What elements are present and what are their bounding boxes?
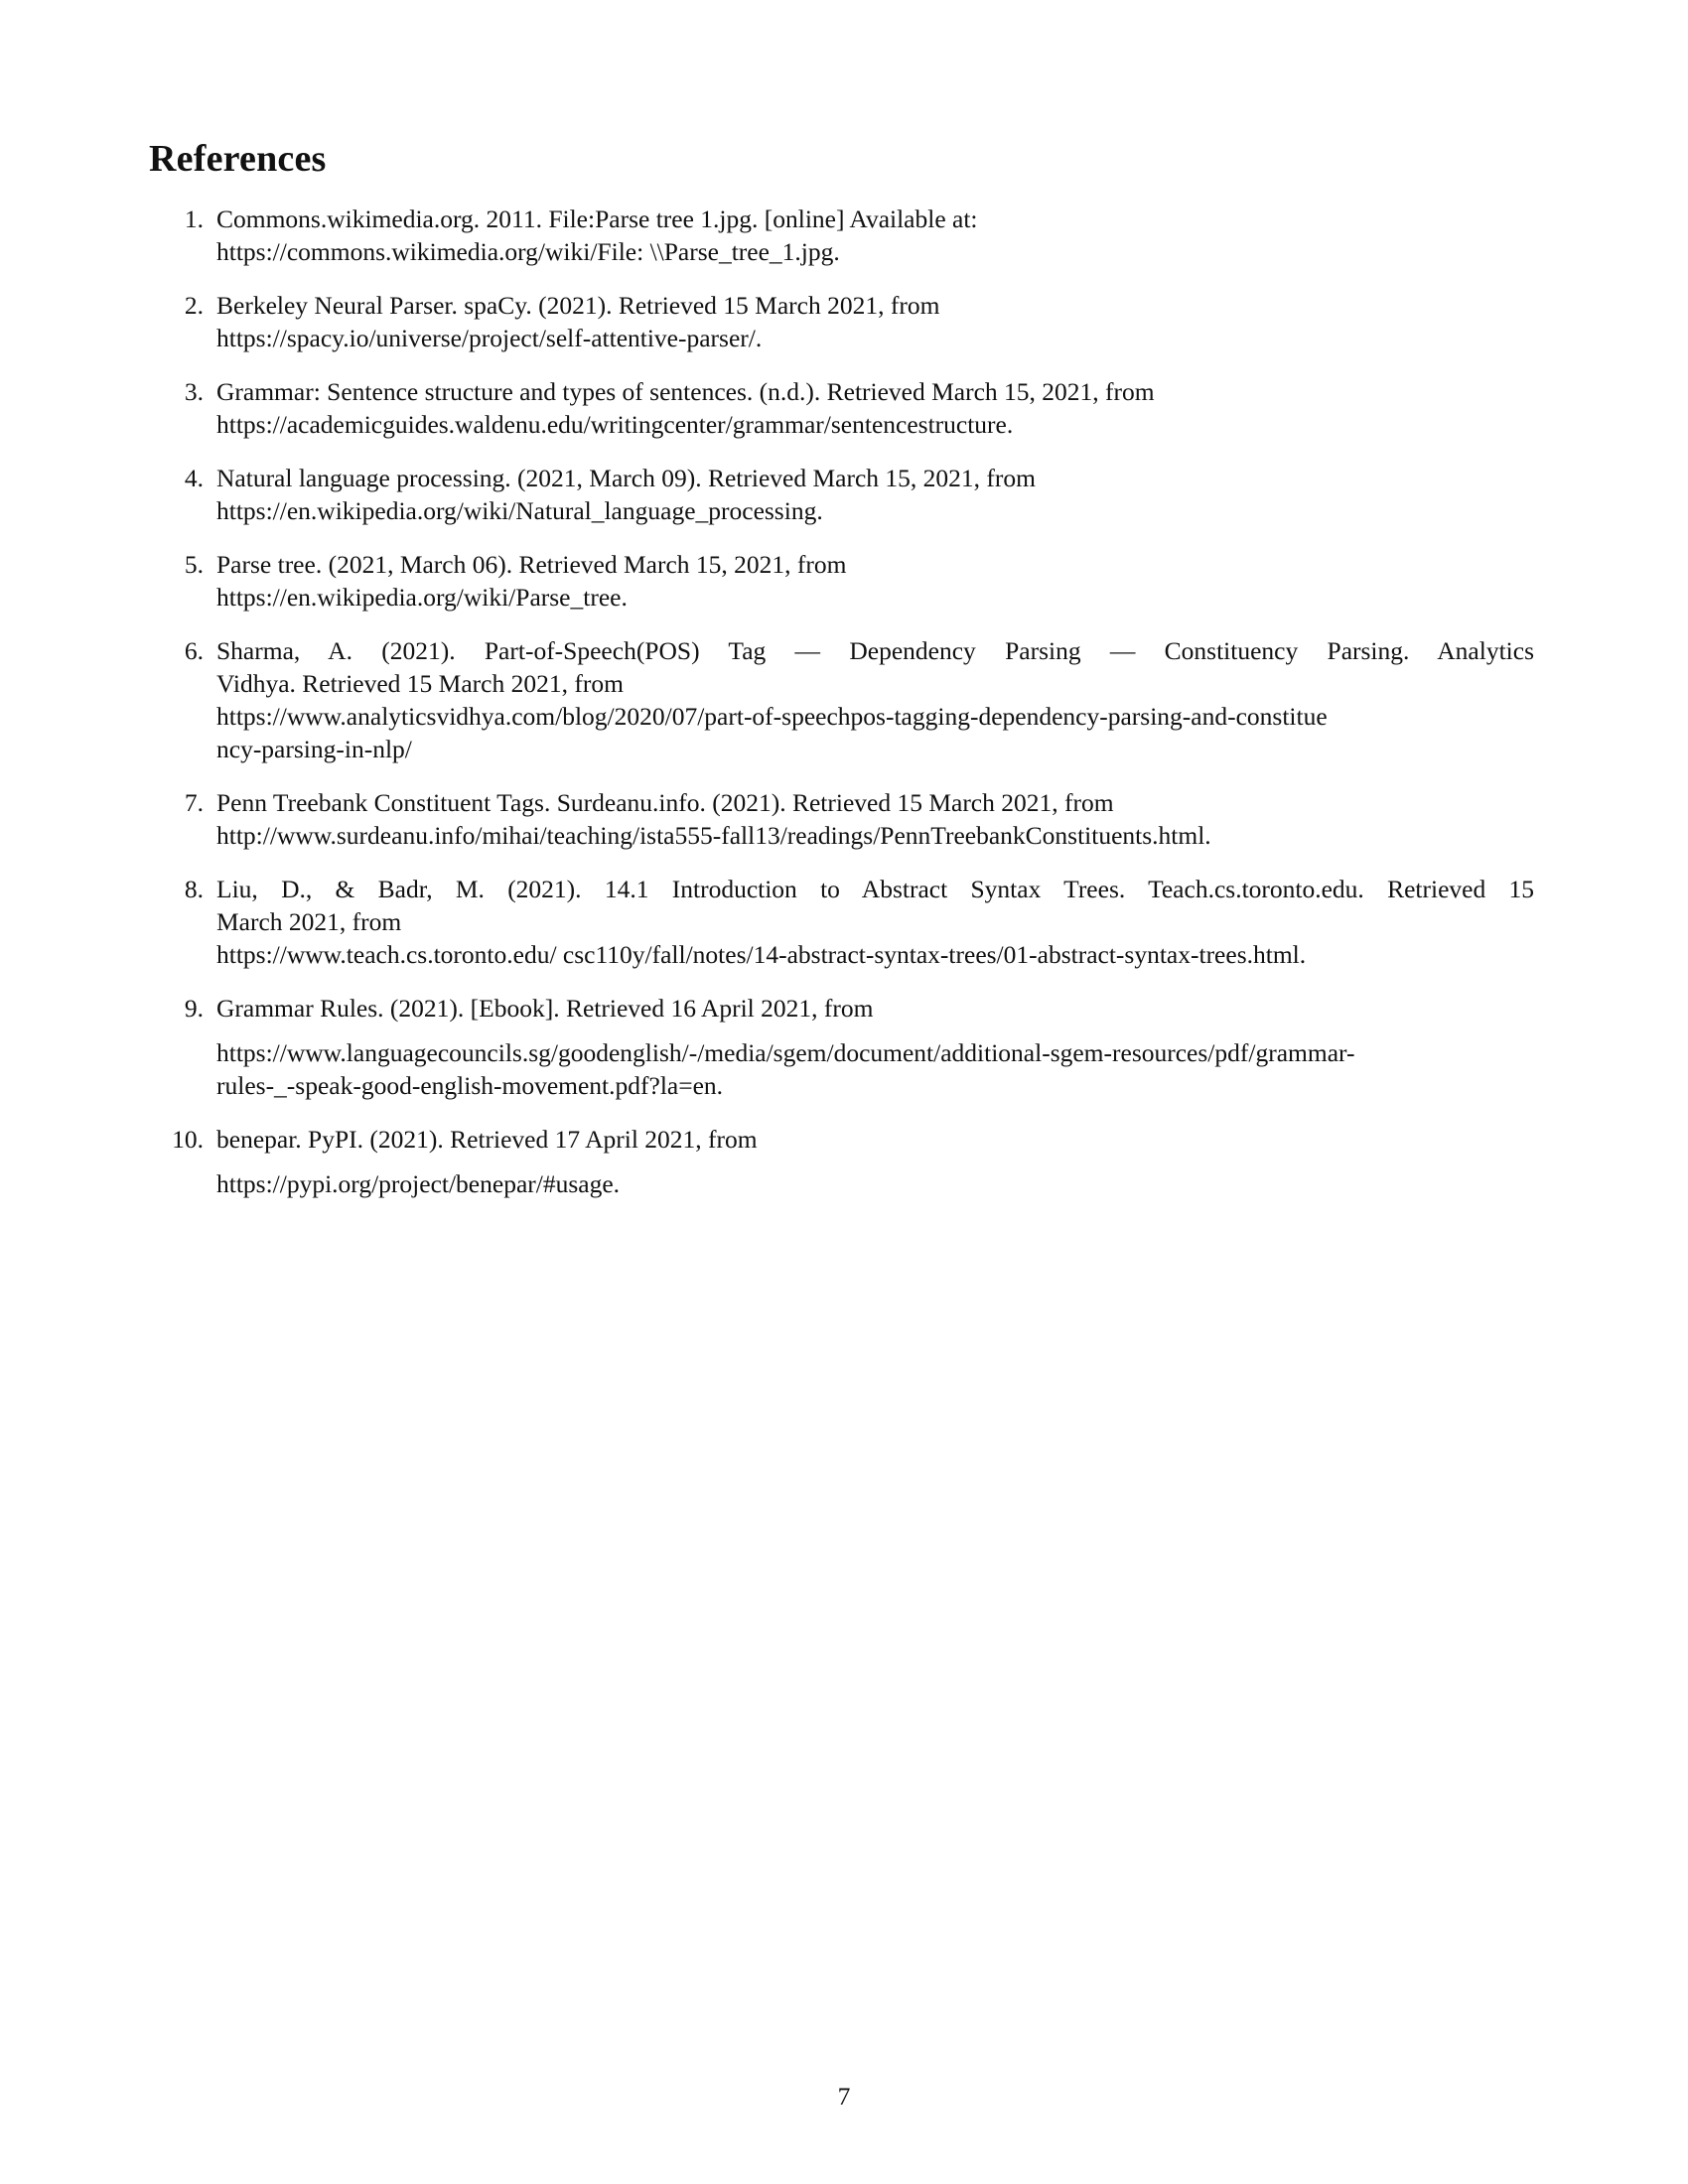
reference-number: 2. <box>184 291 204 320</box>
reference-text: Berkeley Neural Parser. spaCy. (2021). Retrieved 15 March 2021, from <box>216 291 940 320</box>
reference-item-2 <box>149 289 1534 354</box>
reference-url: ncy-parsing-in-nlp/ <box>216 735 412 763</box>
reference-url: https://www.analyticsvidhya.com/blog/2020/07/part-of-speechpos-tagging-dependency-parsing-and-constitue <box>216 702 1328 731</box>
reference-url: https://en.wikipedia.org/wiki/Parse_tree. <box>216 583 628 612</box>
reference-text: Sharma, A. (2021). Part-of-Speech(POS) Tag — Dependency Parsing — Constituency Parsing. Analytics <box>216 636 1534 665</box>
reference-number: 8. <box>184 875 204 903</box>
reference-item-5 <box>149 548 1534 614</box>
reference-item-6 <box>149 634 1534 765</box>
reference-number: 7. <box>184 788 204 817</box>
reference-text: Penn Treebank Constituent Tags. Surdeanu.info. (2021). Retrieved 15 March 2021, from <box>216 788 1114 817</box>
reference-list <box>149 203 1534 1200</box>
reference-url: rules-_-speak-good-english-movement.pdf?la=en. <box>216 1071 724 1100</box>
reference-item-10 <box>149 1123 1534 1200</box>
reference-text: Liu, D., & Badr, M. (2021). 14.1 Introduction to Abstract Syntax Trees. Teach.cs.toronto.edu. Retrieved 15 <box>216 875 1534 903</box>
reference-item-1 <box>149 203 1534 268</box>
reference-item-4 <box>149 462 1534 527</box>
reference-url: https://pypi.org/project/benepar/#usage. <box>216 1169 621 1198</box>
reference-url: https://en.wikipedia.org/wiki/Natural_language_processing. <box>216 496 823 525</box>
page-number: 7 <box>837 2082 851 2111</box>
reference-number: 1. <box>184 205 204 233</box>
reference-number: 10. <box>172 1125 204 1154</box>
reference-number: 6. <box>184 636 204 665</box>
reference-item-3 <box>149 375 1534 441</box>
reference-item-8 <box>149 873 1534 971</box>
reference-number: 4. <box>184 464 204 492</box>
reference-url: https://commons.wikimedia.org/wiki/File: \\Parse_tree_1.jpg. <box>216 237 840 266</box>
reference-text: Commons.wikimedia.org. 2011. File:Parse tree 1.jpg. [online] Available at: <box>216 205 978 233</box>
reference-number: 3. <box>184 377 204 406</box>
reference-text: March 2021, from <box>216 907 402 936</box>
reference-url: https://www.languagecouncils.sg/goodenglish/-/media/sgem/document/additional-sgem-resources/pdf/grammar- <box>216 1038 1355 1067</box>
reference-number: 5. <box>184 550 204 579</box>
reference-text: benepar. PyPI. (2021). Retrieved 17 April 2021, from <box>216 1125 758 1154</box>
reference-text: Parse tree. (2021, March 06). Retrieved March 15, 2021, from <box>216 550 847 579</box>
reference-text: Grammar Rules. (2021). [Ebook]. Retrieved 16 April 2021, from <box>216 994 874 1023</box>
reference-url: http://www.surdeanu.info/mihai/teaching/ista555-fall13/readings/PennTreebankConstituents.html. <box>216 821 1211 850</box>
reference-url: https://www.teach.cs.toronto.edu/ csc110y/fall/notes/14-abstract-syntax-trees/01-abstract-syntax-trees.html. <box>216 940 1307 969</box>
reference-url: https://spacy.io/universe/project/self-attentive-parser/. <box>216 324 763 352</box>
reference-text: Vidhya. Retrieved 15 March 2021, from <box>216 669 624 698</box>
reference-url: https://academicguides.waldenu.edu/writingcenter/grammar/sentencestructure. <box>216 410 1014 439</box>
reference-number: 9. <box>184 994 204 1023</box>
reference-item-7 <box>149 786 1534 852</box>
section-title: References <box>149 138 327 180</box>
reference-text: Grammar: Sentence structure and types of sentences. (n.d.). Retrieved March 15, 2021, from <box>216 377 1155 406</box>
reference-item-9 <box>149 992 1534 1102</box>
references-page <box>149 137 1534 1221</box>
reference-text: Natural language processing. (2021, March 09). Retrieved March 15, 2021, from <box>216 464 1036 492</box>
